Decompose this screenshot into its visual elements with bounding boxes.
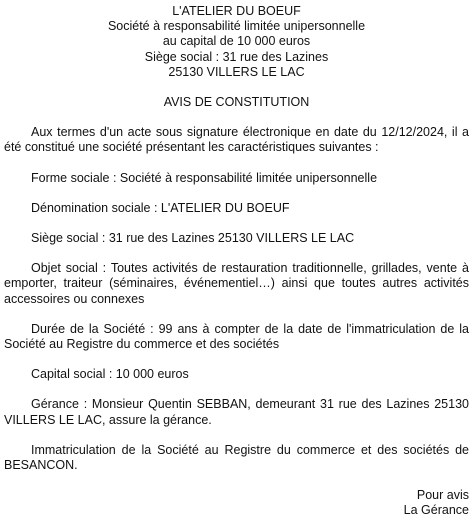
signature-block (4, 488, 469, 518)
siege-paragraph: Siège social : 31 rue des Lazines 25130 VILLERS LE LAC (31, 231, 355, 246)
objet-social-paragraph: Objet social : Toutes activités de restauration traditionnelle, grillades, vente à emporter, traiteur (séminaires, événementiel…) ainsi que toutes autres activités accessoires ou connexes (4, 261, 469, 306)
company-siege: Siège social : 31 rue des Lazines (144, 49, 329, 64)
intro-paragraph: Aux termes d'un acte sous signature électronique en date du 12/12/2024, il a été constitué une société présentant les caractéristiques suivantes : (4, 125, 469, 155)
duree-paragraph: Durée de la Société : 99 ans à compter de la date de l'immatriculation de la Société au Registre du commerce et des sociétés (4, 321, 469, 352)
company-name: L'ATELIER DU BOEUF (172, 4, 301, 18)
notice-header (4, 4, 469, 80)
forme-sociale-paragraph: Forme sociale : Société à responsabilité limitée unipersonnelle (31, 170, 378, 185)
company-city: 25130 VILLERS LE LAC (168, 64, 305, 79)
immatriculation-paragraph: Immatriculation de la Société au Registre du commerce et des sociétés de BESANCON. (4, 442, 469, 473)
notice-title: AVIS DE CONSTITUTION (163, 95, 310, 110)
gerance-paragraph: Gérance : Monsieur Quentin SEBBAN, demeurant 31 rue des Lazines 25130 VILLERS LE LAC, assure la gérance. (4, 397, 469, 427)
capital-paragraph: Capital social : 10 000 euros (31, 367, 189, 382)
company-capital: au capital de 10 000 euros (162, 34, 311, 49)
signature-pour-avis: Pour avis (416, 488, 469, 503)
signature-gerance: La Gérance (403, 503, 469, 518)
company-type: Société à responsabilité limitée unipersonnelle (107, 19, 366, 34)
denomination-paragraph: Dénomination sociale : L'ATELIER DU BOEUF (31, 200, 290, 215)
